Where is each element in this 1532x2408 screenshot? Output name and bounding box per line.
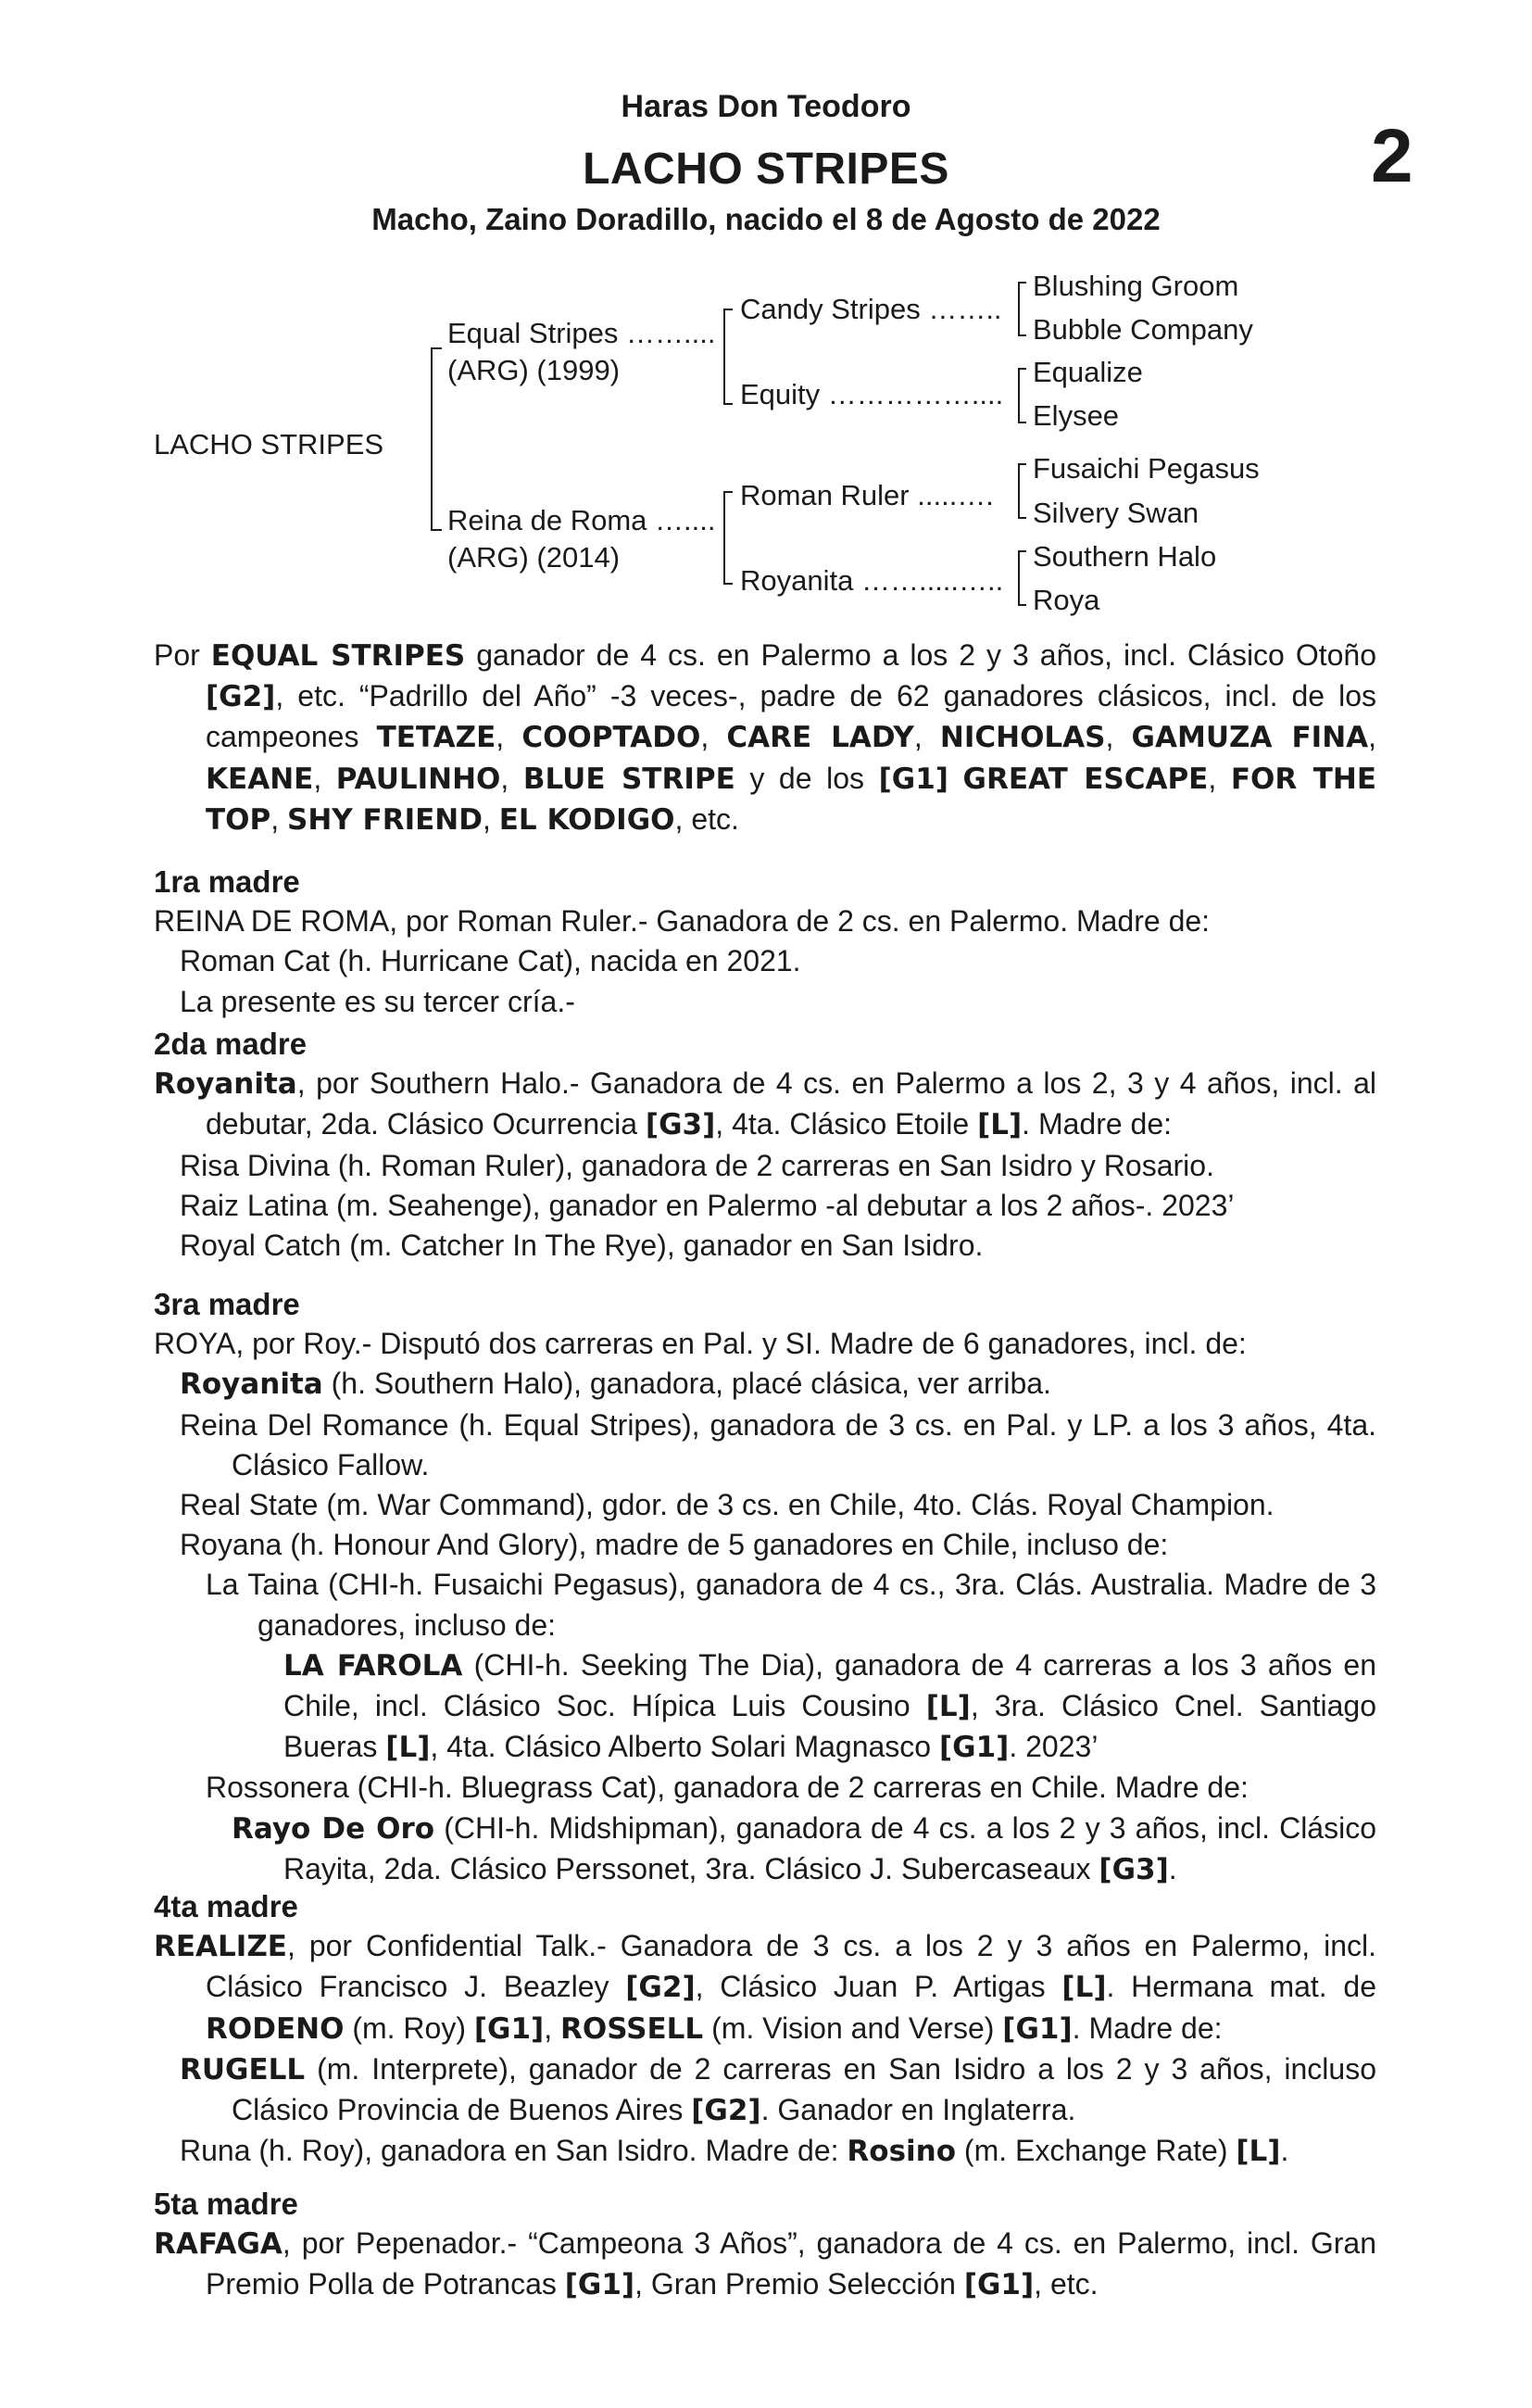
dam-name: RAFAGA bbox=[154, 2227, 283, 2262]
sep: , bbox=[1105, 720, 1132, 754]
ancestor-gen3: Blushing Groom bbox=[1033, 270, 1239, 302]
text: , Clásico Juan P. Artigas bbox=[695, 1970, 1062, 2004]
third-dam-section bbox=[154, 1284, 1376, 1890]
text: (m. Interprete), ganador de 2 carreras en San Isidro a los 2 y 3 años, incluso Clásico Provincia de Buenos Aires bbox=[232, 2051, 1376, 2127]
produce-name: LA FAROLA bbox=[283, 1648, 463, 1683]
pedigree-bracket bbox=[1018, 282, 1026, 284]
text: . Madre de: bbox=[1072, 2011, 1223, 2045]
text: (m. Vision and Verse) bbox=[703, 2011, 1003, 2045]
produce-line: La presente es su tercer cría.- bbox=[180, 984, 575, 1018]
grade-badge: [L] bbox=[385, 1731, 431, 1765]
grade-badge: [G1] bbox=[938, 1731, 1010, 1765]
champion-name: GAMUZA FINA bbox=[1131, 721, 1369, 755]
grade-badge: [G1] bbox=[1002, 2011, 1073, 2046]
pedigree-bracket bbox=[723, 403, 733, 405]
text: (m. Exchange Rate) bbox=[956, 2134, 1237, 2168]
produce-line: Royal Catch (m. Catcher In The Rye), ganador en San Isidro. bbox=[180, 1229, 984, 1263]
sire-dam: Equity …………….... bbox=[740, 378, 1004, 410]
fourth-dam-section bbox=[154, 1886, 1376, 2172]
pedigree-bracket bbox=[723, 309, 725, 405]
ancestor-gen3: Equalize bbox=[1033, 356, 1143, 388]
sire-origin: (ARG) (1999) bbox=[447, 354, 621, 386]
text: . 2023’ bbox=[1009, 1730, 1099, 1764]
champion-name: CARE LADY bbox=[726, 721, 914, 755]
grade-badge: [L] bbox=[925, 1690, 971, 1724]
text: , 3ra. Clásico Cnel. Santiago Bueras bbox=[283, 1689, 1377, 1764]
horse-name: LACHO STRIPES bbox=[583, 145, 949, 194]
first-dam-section bbox=[154, 862, 1376, 1022]
pedigree-bracket bbox=[723, 309, 733, 310]
text: Por bbox=[154, 638, 211, 672]
text: (CHI-h. Midshipman), ganadora de 4 cs. a los 2 y 3 años, incl. Clásico Rayita, 2da. Clásico Perssonet, 3ra. Clásico J. Subercaseaux bbox=[283, 1810, 1377, 1885]
text: , 4ta. Clásico Etoile bbox=[715, 1107, 978, 1141]
pedigree-bracket bbox=[431, 347, 433, 531]
grade-badge: [G1] bbox=[878, 762, 948, 796]
text: . Madre de: bbox=[1022, 1107, 1173, 1141]
horse-description: Macho, Zaino Doradillo, nacido el 8 de Agosto de 2022 bbox=[371, 202, 1161, 236]
produce-name: Royanita bbox=[180, 1368, 323, 1402]
produce-line: Risa Divina (h. Roman Ruler), ganadora de 2 carreras en San Isidro y Rosario. bbox=[180, 1148, 1214, 1182]
pedigree-bracket bbox=[1018, 463, 1020, 519]
grade-badge: [G1] bbox=[963, 2268, 1035, 2302]
text: (h. Southern Halo), ganadora, placé clásica, ver arriba. bbox=[322, 1367, 1051, 1401]
dam-name: REALIZE bbox=[154, 1930, 287, 1964]
ancestor-gen3: Elysee bbox=[1033, 399, 1120, 432]
produce-name: Rosino bbox=[847, 2135, 957, 2169]
section-heading: 1ra madre bbox=[154, 864, 300, 899]
grade-badge: [G2] bbox=[691, 2094, 761, 2128]
pedigree-bracket bbox=[1018, 422, 1026, 423]
dam-dam: Royanita …….....….. bbox=[740, 564, 1004, 597]
sire-name: Equal Stripes …….... bbox=[447, 317, 716, 349]
pedigree-bracket bbox=[1018, 550, 1026, 552]
pedigree-bracket bbox=[1018, 368, 1020, 423]
ancestor-gen3: Bubble Company bbox=[1033, 313, 1253, 346]
pedigree-bracket bbox=[1018, 282, 1020, 336]
text: , Gran Premio Selección bbox=[634, 2267, 964, 2301]
champion-name: TETAZE bbox=[376, 721, 496, 755]
text: . Ganador en Inglaterra. bbox=[760, 2093, 1076, 2127]
produce-line: Rossonera (CHI-h. Bluegrass Cat), ganadora de 2 carreras en Chile. Madre de: bbox=[206, 1771, 1249, 1805]
winner-name: SHY FRIEND bbox=[287, 802, 483, 837]
sep: , bbox=[700, 720, 727, 754]
sep: , bbox=[313, 761, 336, 795]
sire-paragraph bbox=[154, 636, 1376, 840]
relative-name: ROSSELL bbox=[560, 2011, 704, 2046]
third-dam-line: ROYA, por Roy.- Disputó dos carreras en Pal. y SI. Madre de 6 ganadores, incl. de: bbox=[154, 1327, 1247, 1361]
grade-badge: [G1] bbox=[564, 2268, 635, 2302]
pedigree-bracket bbox=[723, 583, 733, 585]
text: ganador de 4 cs. en Palermo a los 2 y 3 años, incl. Clásico Otoño bbox=[465, 638, 1377, 672]
section-heading: 4ta madre bbox=[154, 1889, 298, 1923]
text: . bbox=[1280, 2134, 1289, 2168]
sep: , bbox=[496, 720, 522, 754]
sire-sire: Candy Stripes …….. bbox=[740, 293, 1002, 325]
dam-origin: (ARG) (2014) bbox=[447, 541, 621, 574]
pedigree-bracket bbox=[1018, 604, 1026, 606]
first-dam-line: REINA DE ROMA, por Roman Ruler.- Ganadora de 2 cs. en Palermo. Madre de: bbox=[154, 904, 1211, 939]
dam-name: Royanita bbox=[154, 1067, 297, 1102]
produce-name: Rayo De Oro bbox=[232, 1811, 435, 1846]
fifth-dam-section bbox=[154, 2184, 1376, 2306]
text: , etc. bbox=[674, 801, 739, 836]
pedigree-bracket bbox=[723, 491, 733, 493]
text: (CHI-h. Seeking The Dia), ganadora de 4 carreras a los 3 años en Chile, incl. Clásico Soc. Hípica Luis Cousino bbox=[283, 1647, 1376, 1723]
text: , etc. bbox=[1034, 2267, 1099, 2301]
grade-badge: [L] bbox=[1061, 1971, 1107, 2005]
grade-badge: [G3] bbox=[645, 1108, 716, 1142]
pedigree-bracket-bottom bbox=[431, 529, 442, 531]
champion-name: PAULINHO bbox=[335, 762, 501, 796]
pedigree-bracket bbox=[723, 491, 725, 585]
text: , por Confidential Talk.- Ganadora de 3 cs. a los 2 y 3 años en Palermo, incl. Clásico Francisco J. Beazley bbox=[206, 1929, 1376, 2004]
section-heading: 2da madre bbox=[154, 1027, 308, 1061]
pedigree-bracket bbox=[1018, 368, 1026, 370]
text: . bbox=[1168, 1851, 1177, 1885]
section-heading: 3ra madre bbox=[154, 1287, 300, 1321]
dam-sire: Roman Ruler .....…. bbox=[740, 479, 994, 511]
produce-line: Royana (h. Honour And Glory), madre de 5 ganadores en Chile, incluso de: bbox=[180, 1528, 1169, 1562]
text: Runa (h. Roy), ganadora en San Isidro. Madre de: bbox=[180, 2134, 848, 2168]
grade-badge: [L] bbox=[1236, 2135, 1281, 2169]
grade-badge: [G3] bbox=[1099, 1852, 1169, 1886]
sep: , bbox=[913, 720, 940, 754]
text: . Hermana mat. de bbox=[1106, 1970, 1377, 2004]
produce-line: La Taina (CHI-h. Fusaichi Pegasus), ganadora de 4 cs., 3ra. Clás. Australia. Madre de 3 ganadores, incluso de: bbox=[206, 1568, 1376, 1642]
sep: , bbox=[270, 801, 288, 836]
champion-name: BLUE STRIPE bbox=[522, 762, 735, 796]
sep: , bbox=[1208, 761, 1231, 795]
produce-line: Roman Cat (h. Hurricane Cat), nacida en 2021. bbox=[180, 944, 801, 978]
second-dam-section bbox=[154, 1024, 1376, 1266]
pedigree-bracket bbox=[1018, 463, 1026, 465]
pedigree-bracket bbox=[1018, 334, 1026, 336]
produce-name: RUGELL bbox=[180, 2052, 306, 2087]
grade-badge: [G1] bbox=[473, 2011, 545, 2046]
pedigree-subject: LACHO STRIPES bbox=[154, 428, 384, 460]
text: , 4ta. Clásico Alberto Solari Magnasco bbox=[430, 1730, 939, 1764]
champion-name: COOPTADO bbox=[521, 721, 701, 755]
sep: , bbox=[482, 801, 499, 836]
ancestor-gen3: Silvery Swan bbox=[1033, 497, 1199, 529]
sire-highlight: EQUAL STRIPES bbox=[210, 639, 466, 673]
text: (m. Roy) bbox=[344, 2011, 474, 2045]
pedigree-bracket bbox=[1018, 550, 1020, 606]
ancestor-gen3: Southern Halo bbox=[1033, 540, 1217, 573]
champion-name: NICHOLAS bbox=[939, 721, 1106, 755]
grade-badge: [L] bbox=[977, 1108, 1023, 1142]
relative-name: RODENO bbox=[206, 2011, 345, 2046]
text: , etc. “Padrillo del Año” -3 veces-, padre de 62 ganadores clásicos, incl. de los campeones bbox=[206, 679, 1376, 754]
lot-number: 2 bbox=[1371, 114, 1413, 198]
dam-name: Reina de Roma ….... bbox=[447, 504, 716, 536]
produce-line: Real State (m. War Command), gdor. de 3 cs. en Chile, 4to. Clás. Royal Champion. bbox=[180, 1488, 1275, 1522]
winner-name: EL KODIGO bbox=[498, 802, 675, 837]
sep: , bbox=[500, 761, 523, 795]
sep: , bbox=[1368, 720, 1377, 754]
pedigree-bracket bbox=[1018, 517, 1026, 519]
produce-line: Raiz Latina (m. Seahenge), ganador en Palermo -al debutar a los 2 años-. 2023’ bbox=[180, 1188, 1235, 1222]
ancestor-gen3: Roya bbox=[1033, 584, 1100, 616]
text: , bbox=[544, 2011, 561, 2045]
text: y de los bbox=[735, 761, 879, 795]
grade-badge: [G2] bbox=[206, 680, 276, 714]
champion-name: KEANE bbox=[206, 762, 314, 796]
text: , por Southern Halo.- Ganadora de 4 cs. en Palermo a los 2, 3 y 4 años, incl. al debutar, 2da. Clásico Ocurrencia bbox=[206, 1066, 1376, 1141]
pedigree-bracket-top bbox=[431, 347, 442, 349]
section-heading: 5ta madre bbox=[154, 2187, 298, 2221]
ancestor-gen3: Fusaichi Pegasus bbox=[1033, 452, 1260, 485]
text: , por Pepenador.- “Campeona 3 Años”, ganadora de 4 cs. en Palermo, incl. Gran Premio Polla de Potrancas bbox=[206, 2226, 1376, 2301]
winner-name: FOR THE TOP bbox=[206, 762, 1376, 837]
winner-name: GREAT ESCAPE bbox=[962, 762, 1209, 796]
breeder-name: Haras Don Teodoro bbox=[621, 89, 911, 124]
grade-badge: [G2] bbox=[625, 1971, 696, 2005]
produce-line: Reina Del Romance (h. Equal Stripes), ganadora de 3 cs. en Pal. y LP. a los 3 años, 4ta. Clásico Fallow. bbox=[180, 1407, 1376, 1481]
